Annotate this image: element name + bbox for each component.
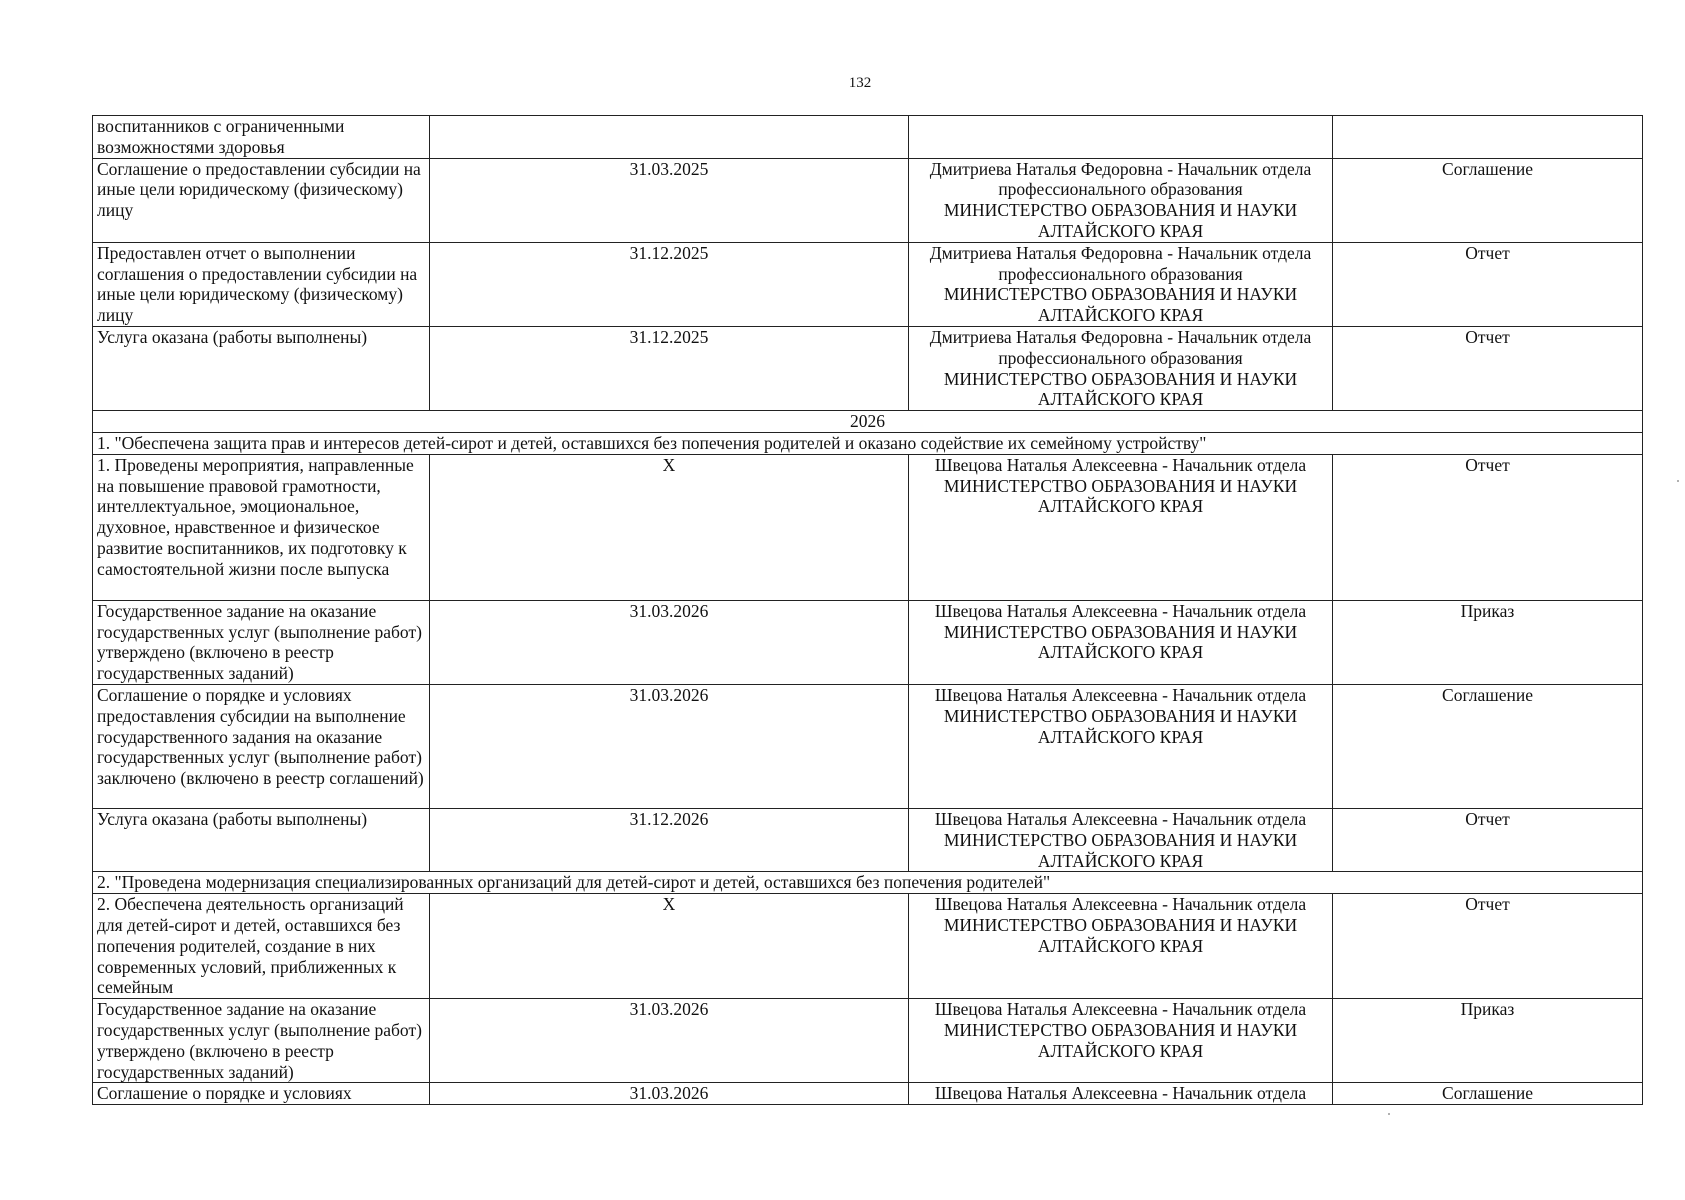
schedule-table [92,115,1643,1105]
responsible-cell [909,999,1333,1083]
responsible-cell [909,600,1333,684]
document-type-cell [1333,116,1643,159]
responsible-line: профессионального образования [998,263,1243,284]
responsible-line: МИНИСТЕРСТВО ОБРАЗОВАНИЯ И НАУКИ [943,914,1298,935]
table-row [93,684,1643,808]
scan-speck [1677,480,1679,482]
table-row [93,1083,1643,1105]
responsible-line: АЛТАЙСКОГО КРАЯ [1037,726,1204,747]
responsible-line: АЛТАЙСКОГО КРАЯ [1037,850,1204,871]
section-row [93,872,1643,894]
date-cell: 31.03.2025 [430,158,909,242]
responsible-line: АЛТАЙСКОГО КРАЯ [1037,642,1204,663]
date-cell: 31.12.2025 [430,242,909,326]
year-row [93,411,1643,433]
date-cell [430,116,909,159]
responsible-line: Швецова Наталья Алексеевна - Начальник отдела [934,454,1307,475]
responsible-line: МИНИСТЕРСТВО ОБРАЗОВАНИЯ И НАУКИ [943,200,1298,221]
table-row [93,600,1643,684]
responsible-line: МИНИСТЕРСТВО ОБРАЗОВАНИЯ И НАУКИ [943,829,1298,850]
event-cell: Услуга оказана (работы выполнены) [93,808,430,871]
responsible-line: Дмитриева Наталья Федоровна - Начальник отдела [929,326,1312,347]
schedule-table-body [93,116,1643,1105]
responsible-line: профессионального образования [998,179,1243,200]
document-type-cell: Отчет [1333,326,1643,410]
responsible-line: МИНИСТЕРСТВО ОБРАЗОВАНИЯ И НАУКИ [943,368,1298,389]
responsible-line: МИНИСТЕРСТВО ОБРАЗОВАНИЯ И НАУКИ [943,705,1298,726]
table-row [93,999,1643,1083]
page-number: 132 [848,75,872,91]
document-type-cell: Отчет [1333,808,1643,871]
document-type-cell: Приказ [1333,999,1643,1083]
table-row [93,454,1643,600]
event-cell: воспитанников с ограниченными возможностями здоровья [93,116,430,159]
table-row [93,116,1643,159]
responsible-line: АЛТАЙСКОГО КРАЯ [1037,1040,1204,1061]
date-cell: 31.03.2026 [430,1083,909,1105]
event-cell: Услуга оказана (работы выполнены) [93,326,430,410]
event-cell: Соглашение о порядке и условиях предоставления субсидии на выполнение государственного задания на оказание государственных услуг (выполнение работ) заключено (включено в реестр соглашений) [93,684,430,808]
year-heading: 2026 [93,411,1643,433]
responsible-line: Швецова Наталья Алексеевна - Начальник отдела [934,600,1307,621]
date-cell: 31.03.2026 [430,600,909,684]
event-cell: Соглашение о порядке и условиях [93,1083,430,1105]
table-row [93,158,1643,242]
table-row [93,326,1643,410]
responsible-line: Швецова Наталья Алексеевна - Начальник отдела [934,808,1307,829]
table-row [93,894,1643,999]
date-cell: 31.03.2026 [430,999,909,1083]
document-type-cell: Приказ [1333,600,1643,684]
responsible-cell [909,116,1333,159]
responsible-line: АЛТАЙСКОГО КРАЯ [1037,935,1204,956]
responsible-line: Швецова Наталья Алексеевна - Начальник отдела [934,999,1307,1020]
responsible-line: профессионального образования [998,347,1243,368]
event-cell: Государственное задание на оказание государственных услуг (выполнение работ) утверждено (включено в реестр государственных заданий) [93,600,430,684]
responsible-line: Дмитриева Наталья Федоровна - Начальник отдела [929,242,1312,263]
section-heading: 1. "Обеспечена защита прав и интересов детей-сирот и детей, оставшихся без попечения родителей и оказано содействие их семейному устройству" [93,432,1643,454]
document-type-cell: Соглашение [1333,1083,1643,1105]
responsible-cell [909,454,1333,600]
responsible-line: Швецова Наталья Алексеевна - Начальник отдела [934,684,1307,705]
document-type-cell: Отчет [1333,454,1643,600]
event-cell: 1. Проведены мероприятия, направленные на повышение правовой грамотности, интеллектуальное, эмоциональное, духовное, нравственное и физическое развитие воспитанников, их подготовку к самостоятельной жизни после выпуска [93,454,430,600]
document-type-cell: Отчет [1333,242,1643,326]
table-row [93,808,1643,871]
responsible-line: АЛТАЙСКОГО КРАЯ [1037,496,1204,517]
responsible-line: МИНИСТЕРСТВО ОБРАЗОВАНИЯ И НАУКИ [943,621,1298,642]
date-cell: X [430,894,909,999]
scan-speck [1388,1113,1390,1115]
responsible-line: МИНИСТЕРСТВО ОБРАЗОВАНИЯ И НАУКИ [943,284,1298,305]
event-cell: Соглашение о предоставлении субсидии на иные цели юридическому (физическому) лицу [93,158,430,242]
date-cell: 31.12.2026 [430,808,909,871]
responsible-cell [909,894,1333,999]
responsible-line: АЛТАЙСКОГО КРАЯ [1037,389,1204,410]
document-type-cell: Отчет [1333,894,1643,999]
responsible-line: АЛТАЙСКОГО КРАЯ [1037,305,1204,326]
responsible-line: Швецова Наталья Алексеевна - Начальник отдела [934,894,1307,915]
date-cell: 31.03.2026 [430,684,909,808]
event-cell: Государственное задание на оказание государственных услуг (выполнение работ) утверждено (включено в реестр государственных заданий) [93,999,430,1083]
date-cell: X [430,454,909,600]
responsible-line: Швецова Наталья Алексеевна - Начальник отдела [934,1083,1307,1104]
responsible-cell [909,326,1333,410]
responsible-cell [909,1083,1333,1105]
document-type-cell: Соглашение [1333,158,1643,242]
section-heading: 2. "Проведена модернизация специализированных организаций для детей-сирот и детей, оставшихся без попечения родителей" [93,872,1643,894]
responsible-cell [909,242,1333,326]
event-cell: 2. Обеспечена деятельность организаций для детей-сирот и детей, оставшихся без попечения родителей, создание в них современных условий, приближенных к семейным [93,894,430,999]
event-cell: Предоставлен отчет о выполнении соглашения о предоставлении субсидии на иные цели юридическому (физическому) лицу [93,242,430,326]
responsible-line: АЛТАЙСКОГО КРАЯ [1037,220,1204,241]
responsible-line: Дмитриева Наталья Федоровна - Начальник отдела [929,158,1312,179]
responsible-cell [909,684,1333,808]
responsible-line: МИНИСТЕРСТВО ОБРАЗОВАНИЯ И НАУКИ [943,475,1298,496]
responsible-line: МИНИСТЕРСТВО ОБРАЗОВАНИЯ И НАУКИ [943,1019,1298,1040]
date-cell: 31.12.2025 [430,326,909,410]
document-type-cell: Соглашение [1333,684,1643,808]
responsible-cell [909,808,1333,871]
responsible-cell [909,158,1333,242]
section-row [93,432,1643,454]
table-row [93,242,1643,326]
